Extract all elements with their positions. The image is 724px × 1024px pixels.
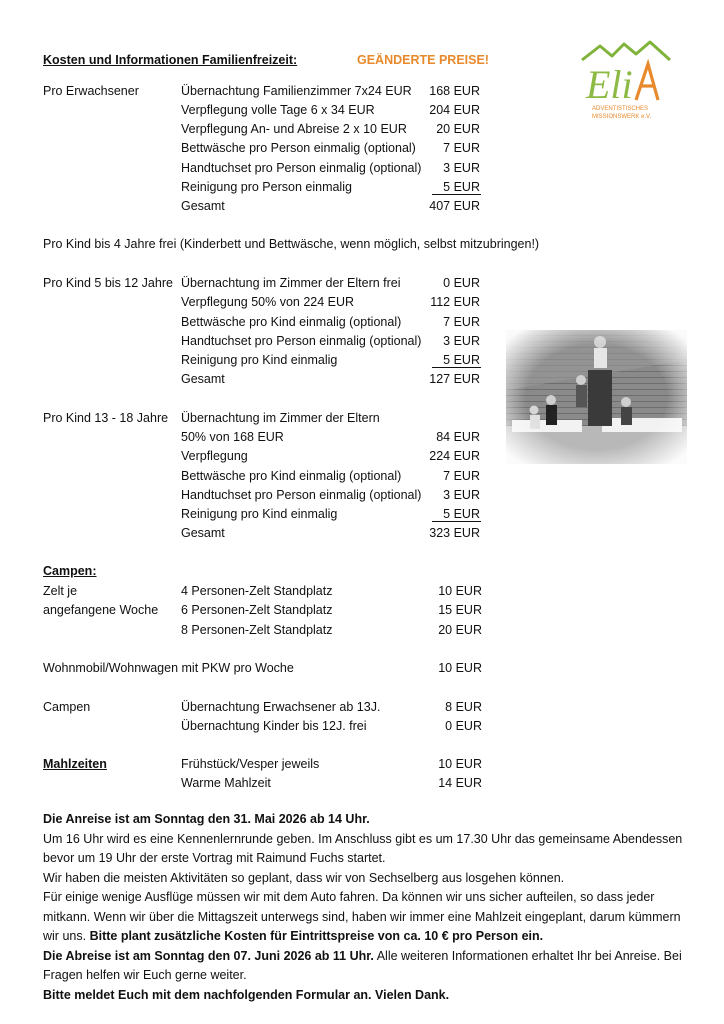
kids-5-12-row-desc: Übernachtung im Zimmer der Eltern frei [181, 276, 401, 290]
group-photo [506, 330, 687, 464]
tent-row-price: 15 EUR [438, 603, 482, 617]
meals-row-desc: Frühstück/Vesper jeweils [181, 757, 320, 771]
kids-5-12-label: Pro Kind 5 bis 12 Jahre [43, 276, 173, 290]
adults-label: Pro Erwachsener [43, 84, 139, 98]
meals-row-desc: Warme Mahlzeit [181, 776, 271, 790]
kids-13-18-row-desc: Bettwäsche pro Kind einmalig (optional) [181, 469, 402, 483]
campen-row-price: 8 EUR [445, 700, 482, 714]
adults-row-price: 168 EUR [429, 84, 480, 98]
tent-row-desc: 8 Personen-Zelt Standplatz [181, 623, 333, 637]
adults-row-price: 7 EUR [443, 141, 480, 155]
adults-row-price: 204 EUR [429, 103, 480, 117]
kids-13-18-row-price: 5 EUR [443, 507, 480, 521]
motorhome-price: 10 EUR [438, 661, 482, 675]
kids-5-12-row-desc: Handtuchset pro Person einmalig (optional) [181, 334, 422, 348]
adults-total-price: 407 EUR [429, 199, 480, 213]
page-title: Kosten und Informationen Familienfreizeit: [43, 53, 298, 67]
campen-row-desc: Übernachtung Kinder bis 12J. frei [181, 719, 367, 733]
campen-label: Campen [43, 700, 91, 714]
campen-row-price: 0 EUR [445, 719, 482, 733]
logo-text-line2: MISSIONSWERK e.V. [592, 114, 652, 120]
kids-5-12-row-price: 0 EUR [443, 276, 480, 290]
info-paragraph: Wir haben die meisten Aktivitäten so geplant, dass wir von Sechselberg aus losgehen können. [43, 870, 565, 885]
meals-heading: Mahlzeiten [43, 757, 107, 771]
adults-row-desc: Verpflegung An- und Abreise 2 x 10 EUR [181, 122, 407, 136]
kids-5-12-row-price: 7 EUR [443, 315, 480, 329]
kids-5-12-row-desc: Bettwäsche pro Kind einmalig (optional) [181, 315, 402, 329]
kids-5-12-row-desc: Reinigung pro Kind einmalig [181, 353, 338, 367]
kids-5-12-row-price: 112 EUR [430, 295, 480, 309]
departure-info: Die Abreise ist am Sonntag den 07. Juni 2026 ab 11 Uhr. Alle weiteren Informationen erhaltet Ihr bei Anreise. Bei Fragen helfen wir Euch gerne weiter. [43, 948, 682, 982]
info-section [43, 810, 683, 1005]
kids-5-12-row-price: 3 EUR [443, 334, 480, 348]
kids-13-18-row-price: 84 EUR [436, 430, 480, 444]
adults-row-desc: Reinigung pro Person einmalig [181, 180, 352, 194]
adults-row-desc: Übernachtung Familienzimmer 7x24 EUR [181, 84, 412, 98]
kids-5-12-total-price: 127 EUR [429, 372, 480, 386]
registration-note: Bitte meldet Euch mit dem nachfolgenden Formular an. Vielen Dank. [43, 987, 450, 1002]
kids-13-18-row-desc: 50% von 168 EUR [181, 430, 284, 444]
kids-13-18-row-price: 224 EUR [429, 449, 480, 463]
svg-text:Eli: Eli [586, 62, 633, 107]
info-paragraph: Für einige wenige Ausflüge müssen wir mit dem Auto fahren. Da können wir uns sicher aufteilen, so dass jeder mitkann. Wenn wir über die Mittagszeit unterwegs sind, haben wir immer eine Mahlzeit eingeplant, darum kümmern wir uns. Bitte plant zusätzliche Kosten für Eintrittspreise von ca. 10 € pro Person ein. [43, 890, 681, 943]
logo-text-line1: ADVENTISTISCHES [592, 106, 649, 112]
extra-cost-note: Bitte plant zusätzliche Kosten für Eintrittspreise von ca. 10 € pro Person ein. [89, 929, 544, 943]
adults-row-desc: Handtuchset pro Person einmalig (optional) [181, 161, 422, 175]
kids-13-18-row-desc: Handtuchset pro Person einmalig (optional) [181, 488, 422, 502]
adults-row-desc: Verpflegung volle Tage 6 x 34 EUR [181, 103, 375, 117]
tent-row-price: 10 EUR [438, 584, 482, 598]
arrival-info: Die Anreise ist am Sonntag den 31. Mai 2026 ab 14 Uhr. [43, 812, 370, 826]
kids-13-18-row-desc: Verpflegung [181, 449, 248, 463]
sum-divider [432, 521, 481, 522]
meals-row-price: 10 EUR [438, 757, 482, 771]
kids-5-12-row-desc: Verpflegung 50% von 224 EUR [181, 295, 355, 309]
kids-13-18-row-price: 7 EUR [443, 469, 480, 483]
tent-label-line1: Zelt je [43, 584, 78, 598]
campen-row-desc: Übernachtung Erwachsener ab 13J. [181, 700, 381, 714]
info-paragraph: Um 16 Uhr wird es eine Kennenlernrunde geben. Im Anschluss gibt es um 17.30 Uhr das gemeinsame Abendessen bevor um 19 Uhr der erste Vortrag mit Raimund Fuchs startet. [43, 831, 683, 865]
kids-13-18-total-price: 323 EUR [429, 526, 480, 540]
adults-row-price: 20 EUR [436, 122, 480, 136]
tent-row-desc: 6 Personen-Zelt Standplatz [181, 603, 333, 617]
meals-row-price: 14 EUR [438, 776, 482, 790]
sum-divider [432, 367, 481, 368]
tent-row-price: 20 EUR [438, 623, 482, 637]
motorhome-desc: Wohnmobil/Wohnwagen mit PKW pro Woche [43, 661, 294, 675]
kids-13-18-total-label: Gesamt [181, 526, 225, 540]
camping-heading: Campen: [43, 564, 97, 578]
kids-13-18-row-price: 3 EUR [443, 488, 480, 502]
kids-5-12-total-label: Gesamt [181, 372, 225, 386]
price-change-notice: GEÄNDERTE PREISE! [357, 53, 489, 67]
kids-5-12-row-price: 5 EUR [443, 353, 480, 367]
adults-row-price: 3 EUR [443, 161, 480, 175]
kids-13-18-row-desc: Übernachtung im Zimmer der Eltern [181, 411, 380, 425]
adults-row-desc: Bettwäsche pro Person einmalig (optional) [181, 141, 416, 155]
tent-label-line2: angefangene Woche [43, 603, 159, 617]
elia-logo [578, 40, 674, 130]
adults-total-label: Gesamt [181, 199, 225, 213]
kids-13-18-row-desc: Reinigung pro Kind einmalig [181, 507, 338, 521]
tent-row-desc: 4 Personen-Zelt Standplatz [181, 584, 333, 598]
sum-divider [432, 194, 481, 195]
adults-row-price: 5 EUR [443, 180, 480, 194]
kids-under4-note: Pro Kind bis 4 Jahre frei (Kinderbett und Bettwäsche, wenn möglich, selbst mitzubringen!) [43, 237, 540, 251]
kids-13-18-label: Pro Kind 13 - 18 Jahre [43, 411, 169, 425]
